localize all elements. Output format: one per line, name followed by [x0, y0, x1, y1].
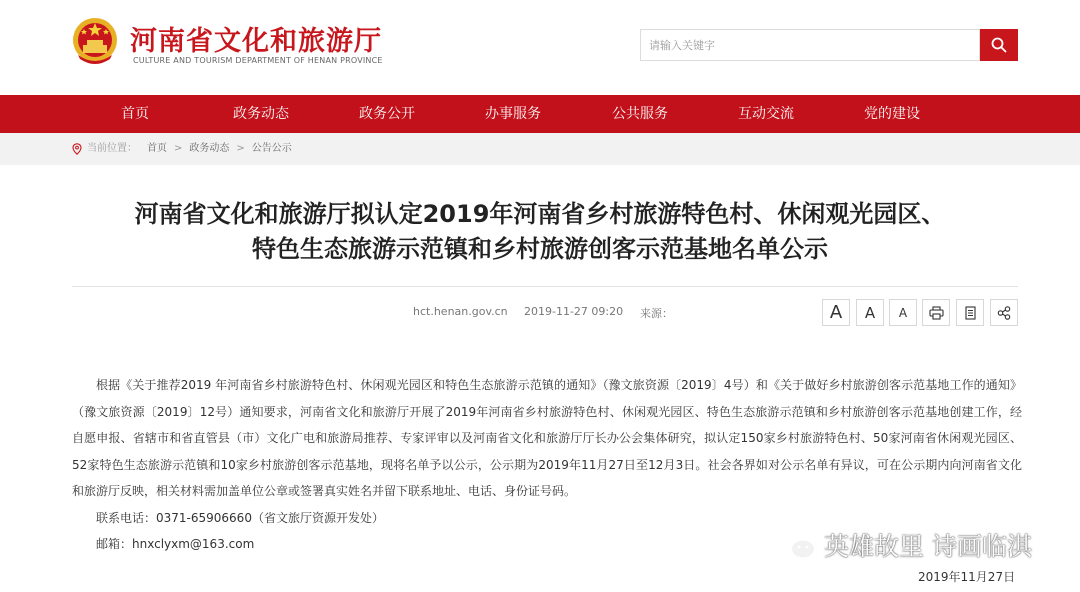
breadcrumb-separator: >: [236, 143, 245, 154]
breadcrumb: [72, 133, 292, 165]
article-title-line-1: 河南省文化和旅游厅拟认定2019年河南省乡村旅游特色村、休闲观光园区、: [134, 200, 946, 228]
location-pin-icon: [72, 143, 82, 155]
breadcrumb-bar: [0, 133, 1080, 165]
nav-item-services[interactable]: 办事服务: [485, 106, 541, 122]
contact-email: 邮箱：hnxclyxm@163.com: [96, 537, 255, 551]
national-emblem-icon: [70, 15, 120, 67]
divider: [72, 286, 1018, 287]
nav-item-home[interactable]: 首页: [121, 106, 149, 122]
article-paragraph: 根据《关于推荐2019 年河南省乡村旅游特色村、休闲观光园区和特色生态旅游示范镇的通知》（豫文旅资源〔2019〕4号）和《关于做好乡村旅游创客示范基地工作的通知》（豫文旅资源〔2019〕12号）通知要求，河南省文化和旅游厅开展了2019年河南省乡村旅游特色村、休闲观光园区、特色生态旅游示范镇和乡村旅游创客示范基地创建工作，经自愿申报、省辖市和省直管县（市）文化广电和旅游局推荐、专家评审以及河南省文化和旅游厅厅长办公会集体研究，拟认定150家乡村旅游特色村、50家河南省休闲观光园区、52家特色生态旅游示范镇和10家乡村旅游创客示范基地，现将名单予以公示，公示期为2019年11月27日至12月3日。社会各界如对公示名单有异议，可在公示期内向河南省文化和旅游厅反映，相关材料需加盖单位公章或签署真实姓名并留下联系地址、电话、身份证号码。: [72, 378, 1022, 498]
search-button[interactable]: [980, 29, 1018, 61]
font-large-button[interactable]: A: [822, 299, 850, 326]
article-date: 2019年11月27日: [918, 570, 1016, 584]
nav-item-party[interactable]: 党的建设: [864, 106, 920, 122]
breadcrumb-home[interactable]: 首页: [147, 143, 167, 154]
site-header: [0, 0, 1080, 95]
nav-item-gov-open[interactable]: 政务公开: [359, 106, 415, 122]
share-button[interactable]: [990, 299, 1018, 326]
breadcrumb-separator: >: [174, 143, 183, 154]
article-source-site: hct.henan.gov.cn: [413, 305, 508, 318]
article-datetime: 2019-11-27 09:20: [524, 305, 624, 318]
article-title-line-2: 特色生态旅游示范镇和乡村旅游创客示范基地名单公示: [252, 235, 828, 263]
wechat-icon: [776, 528, 818, 562]
nav-item-public-services[interactable]: 公共服务: [612, 106, 668, 122]
search-input[interactable]: [640, 29, 980, 61]
main-nav: [0, 95, 1080, 133]
search-icon: [991, 37, 1007, 53]
font-small-button[interactable]: A: [889, 299, 917, 326]
print-icon: [929, 306, 944, 320]
watermark-text: 英雄故里 诗画临淇: [824, 532, 1032, 561]
article-source-label: 来源：: [640, 307, 673, 320]
document-icon: [964, 306, 977, 320]
contact-phone: 联系电话：0371-65906660（省文旅厅资源开发处）: [96, 510, 384, 525]
share-icon: [997, 306, 1011, 320]
nav-item-gov-news[interactable]: 政务动态: [233, 106, 289, 122]
site-subtitle: CULTURE AND TOURISM DEPARTMENT OF HENAN PROVINCE: [133, 56, 383, 65]
wechat-watermark: [776, 527, 1032, 563]
copy-button[interactable]: [956, 299, 984, 326]
breadcrumb-prefix: 当前位置：: [87, 143, 137, 154]
nav-item-interaction[interactable]: 互动交流: [738, 106, 794, 122]
font-medium-button[interactable]: A: [856, 299, 884, 326]
article-title: [40, 197, 1040, 267]
breadcrumb-gov-news[interactable]: 政务动态: [189, 143, 230, 154]
print-button[interactable]: [922, 299, 950, 326]
site-title[interactable]: 河南省文化和旅游厅: [130, 26, 382, 57]
breadcrumb-notices[interactable]: 公告公示: [251, 143, 292, 154]
